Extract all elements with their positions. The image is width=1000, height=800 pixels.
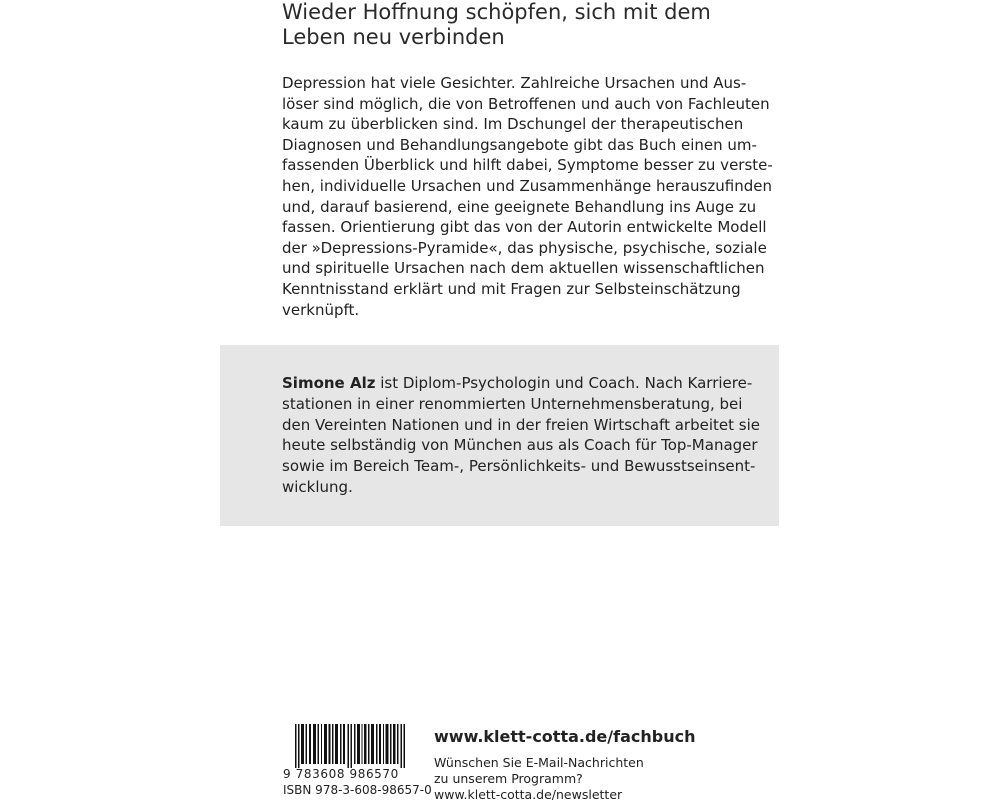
barcode-digits: 9 783608 986570 bbox=[283, 767, 399, 781]
publisher-url: www.klett-cotta.de/fachbuch bbox=[434, 727, 696, 746]
blurb-line: Diagnosen und Behandlungsangebote gibt das Buch einen um- bbox=[282, 135, 757, 154]
publisher-info bbox=[434, 727, 754, 800]
author-bio-box bbox=[220, 345, 779, 526]
newsletter-line: Wünschen Sie E-Mail-Nachrichten bbox=[434, 755, 644, 770]
newsletter-url: www.klett-cotta.de/newsletter bbox=[434, 787, 623, 800]
blurb-line: hen, individuelle Ursachen und Zusammenhänge herauszufinden bbox=[282, 176, 772, 195]
headline bbox=[282, 0, 802, 50]
isbn-label: ISBN 978-3-608-98657-0 bbox=[283, 783, 432, 797]
newsletter-note bbox=[434, 755, 754, 800]
blurb-line: löser sind möglich, die von Betroffenen und auch von Fachleuten bbox=[282, 94, 770, 113]
blurb-line: Depression hat viele Gesichter. Zahlreiche Ursachen und Aus- bbox=[282, 74, 747, 92]
blurb-line: der »Depressions-Pyramide«, das physische, psychische, soziale bbox=[282, 238, 767, 257]
bio-line: sowie im Bereich Team-, Persönlichkeits- und Bewusstseinsent- bbox=[282, 457, 756, 476]
bio-line: den Vereinten Nationen und in der freien Wirtschaft arbeitet sie bbox=[282, 415, 760, 434]
bio-line: ist Diplom-Psychologin und Coach. Nach Karriere- bbox=[375, 374, 753, 392]
barcode-block bbox=[283, 724, 432, 800]
bio-first-line bbox=[282, 373, 752, 394]
blurb-line: und spirituelle Ursachen nach dem aktuellen wissenschaftlichen bbox=[282, 259, 765, 278]
barcode-image bbox=[295, 724, 407, 768]
bio-line: heute selbständig von München aus als Coach für Top-Manager bbox=[282, 436, 758, 455]
newsletter-line: zu unserem Programm? bbox=[434, 771, 583, 786]
blurb-line: und, darauf basierend, eine geeignete Behandlung ins Auge zu bbox=[282, 197, 757, 216]
bio-line: stationen in einer renommierten Unternehmensberatung, bei bbox=[282, 394, 743, 413]
blurb-line: kaum zu überblicken sind. Im Dschungel der therapeutischen bbox=[282, 115, 744, 134]
headline-line: Leben neu verbinden bbox=[282, 25, 505, 49]
blurb-paragraph bbox=[282, 73, 773, 320]
blurb-line: fassenden Überblick und hilft dabei, Symptome besser zu verste- bbox=[282, 156, 773, 175]
bio-line: wicklung. bbox=[282, 477, 353, 496]
author-bio bbox=[282, 373, 760, 498]
blurb-line: verknüpft. bbox=[282, 300, 360, 319]
blurb-line: fassen. Orientierung gibt das von der Autorin entwickelte Modell bbox=[282, 218, 767, 237]
headline-line: Wieder Hoffnung schöpfen, sich mit dem bbox=[282, 0, 711, 24]
author-name: Simone Alz bbox=[282, 374, 376, 392]
blurb-line: Kenntnisstand erklärt und mit Fragen zur Selbsteinschätzung bbox=[282, 279, 741, 298]
